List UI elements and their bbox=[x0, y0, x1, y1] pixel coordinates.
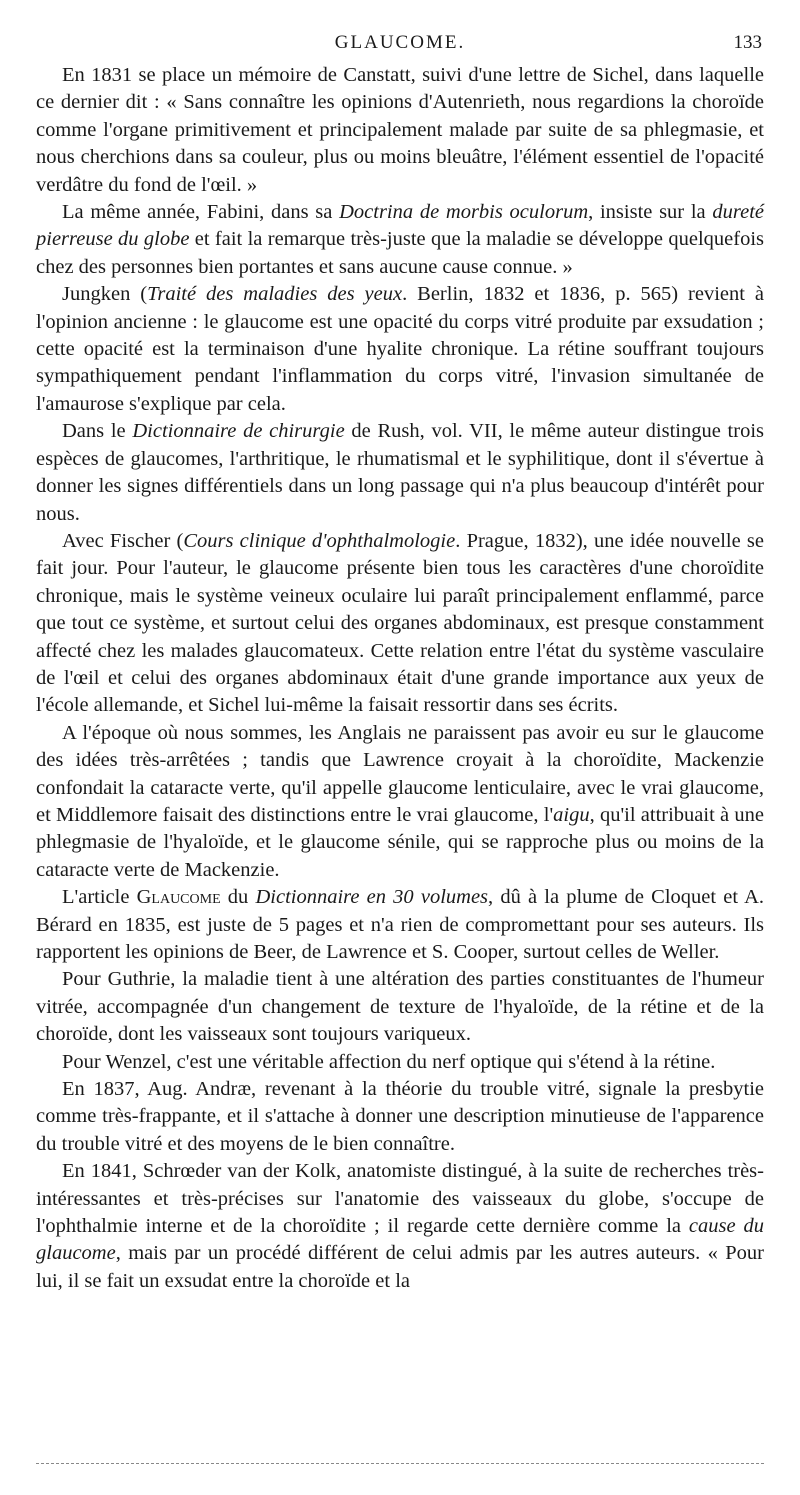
paragraph-text: Pour Guthrie, la maladie tient à une altération des parties constituantes de l'humeur vitrée, accompagnée d'un changement de texture de l'hyaloïde, de la rétine et de la choroïde, dont les vaisseaux sont toujours variqueux. bbox=[36, 968, 764, 1046]
running-title: GLAUCOME. bbox=[334, 32, 466, 53]
paragraph-text: , insiste sur la bbox=[588, 201, 713, 224]
paragraph-text: du bbox=[220, 886, 256, 909]
footer-divider bbox=[36, 1463, 764, 1464]
paragraph-text: L'article bbox=[62, 886, 137, 909]
paragraph-text: En 1837, Aug. Andræ, revenant à la théorie du trouble vitré, signale la presbytie comme très-frappante, et il s'attache à donner une description minutieuse de l'apparence du trouble vitré et des moyens de le bien connaître. bbox=[36, 1078, 764, 1155]
paragraph-rush bbox=[36, 418, 764, 528]
paragraph-fischer bbox=[36, 528, 764, 720]
paragraph-text: , dû à la plume de Cloquet et A. Bérard en 1835, est juste de 5 pages et n'a rien de compromettant pour ses auteurs. Ils rapportent les opinions de Beer, de Lawrence et S. Cooper, surtout celles de Weller. bbox=[36, 886, 765, 963]
italic-phrase: dureté pierreuse du globe bbox=[36, 201, 764, 251]
paragraph-text: . Prague, 1832), une idée nouvelle se fait jour. Pour l'auteur, le glaucome présente bien tous les caractères d'une choroïdite chronique, mais le système veineux oculaire lui paraît principalement enflammé, parce que tout ce système, et surtout celui des organes abdominaux, est presque constamment affecté chez les malades glaucomateux. Cette relation entre l'état du système vasculaire de l'œil et celui des organes abdominaux était d'une grande importance aux yeux de l'école allemande, et Sichel lui-même la faisait ressortir dans ses écrits. bbox=[36, 529, 765, 717]
paragraph-jungken bbox=[36, 281, 764, 418]
paragraph-schroeder bbox=[36, 1158, 764, 1295]
italic-title: Dictionnaire en 30 volumes bbox=[255, 886, 489, 909]
paragraph-text: En 1831 se place un mémoire de Canstatt, suivi d'une lettre de Sichel, dans laquelle ce dernier dit : « Sans connaître les opinions d'Autenrieth, nous regardions la choroïde comme l'organe primitivement et principalement malade par suite de sa phlegmasie, et nous cherchions dans sa couleur, plus ou moins bleuâtre, l'élément essentiel de l'opacité verdâtre du fond de l'œil. » bbox=[36, 64, 764, 196]
paragraph-andrae bbox=[36, 1076, 764, 1158]
italic-word: aigu bbox=[553, 803, 590, 826]
paragraph-text: En 1841, Schrœder van der Kolk, anatomiste distingué, à la suite de recherches très-intéressantes et très-précises sur l'anatomie des vaisseaux du globe, s'occupe de l'ophthalmie interne et de la choroïdite ; il regarde cette dernière comme la bbox=[36, 1160, 764, 1238]
paragraph-text: Avec Fischer ( bbox=[62, 529, 184, 552]
italic-phrase: cause du glaucome bbox=[36, 1215, 764, 1265]
italic-title: Cours clinique d'ophthalmologie bbox=[183, 529, 456, 552]
paragraph-text: Dans le bbox=[62, 420, 133, 443]
paragraph-text: A l'époque où nous sommes, les Anglais ne paraissent pas avoir eu sur le glaucome des idées très-arrêtées ; tandis que Lawrence croyait à la choroïdite, Mackenzie confondait la cataracte verte, qu'il appelle glaucome lenticulaire, avec le vrai glaucome, et Middlemore faisait des distinctions entre le vrai glaucome, l' bbox=[36, 721, 764, 826]
paragraph-guthrie bbox=[36, 966, 764, 1048]
paragraph-text: , mais par un procédé différent de celui admis par les autres auteurs. « Pour lui, il se fait un exsudat entre la choroïde et la bbox=[36, 1242, 764, 1292]
paragraph-text: Pour Wenzel, c'est une véritable affection du nerf optique qui s'étend à la rétine. bbox=[62, 1050, 716, 1073]
running-header bbox=[36, 28, 764, 54]
body-text bbox=[36, 62, 764, 1295]
paragraph-fabini bbox=[36, 199, 764, 281]
paragraph-anglais bbox=[36, 720, 764, 884]
paragraph-wenzel bbox=[36, 1049, 764, 1076]
page-number: 133 bbox=[733, 32, 762, 53]
paragraph-text: , qu'il attribuait à une phlegmasie de l'hyaloïde, et le glaucome sénile, qui se rapproche plus ou moins de la cataracte verte de Mackenzie. bbox=[36, 803, 764, 881]
paragraph-text: La même année, Fabini, dans sa bbox=[62, 201, 340, 224]
paragraph-text: de Rush, vol. VII, le même auteur distingue trois espèces de glaucomes, l'arthritique, le rhumatismal et le syphilitique, dont il s'évertue à donner les signes différentiels dans un long passage qui n'a plus beaucoup d'intérêt pour nous. bbox=[36, 420, 764, 525]
paragraph-text: . Berlin, 1832 et 1836, p. 565) revient à l'opinion ancienne : le glaucome est une opacité du corps vitré produite par exsudation ; cette opacité est la terminaison d'une hyalite chronique. La rétine souffrant toujours sympathiquement pendant l'inflammation du corps vitré, l'invasion simultanée de l'amaurose s'explique par cela. bbox=[36, 283, 764, 415]
paragraph-article-glaucome bbox=[36, 884, 764, 966]
italic-title: Dictionnaire de chirurgie bbox=[132, 420, 345, 443]
italic-title: Doctrina de morbis oculorum bbox=[339, 201, 589, 224]
paragraph-text: et fait la remarque très-juste que la maladie se développe quelquefois chez des personnes bien portantes et sans aucune cause connue. » bbox=[36, 228, 764, 278]
paragraph-canstatt bbox=[36, 62, 764, 199]
italic-title: Traité des maladies des yeux bbox=[147, 283, 403, 306]
small-caps-term: Glaucome bbox=[136, 886, 221, 909]
paragraph-text: Jungken ( bbox=[62, 283, 148, 306]
